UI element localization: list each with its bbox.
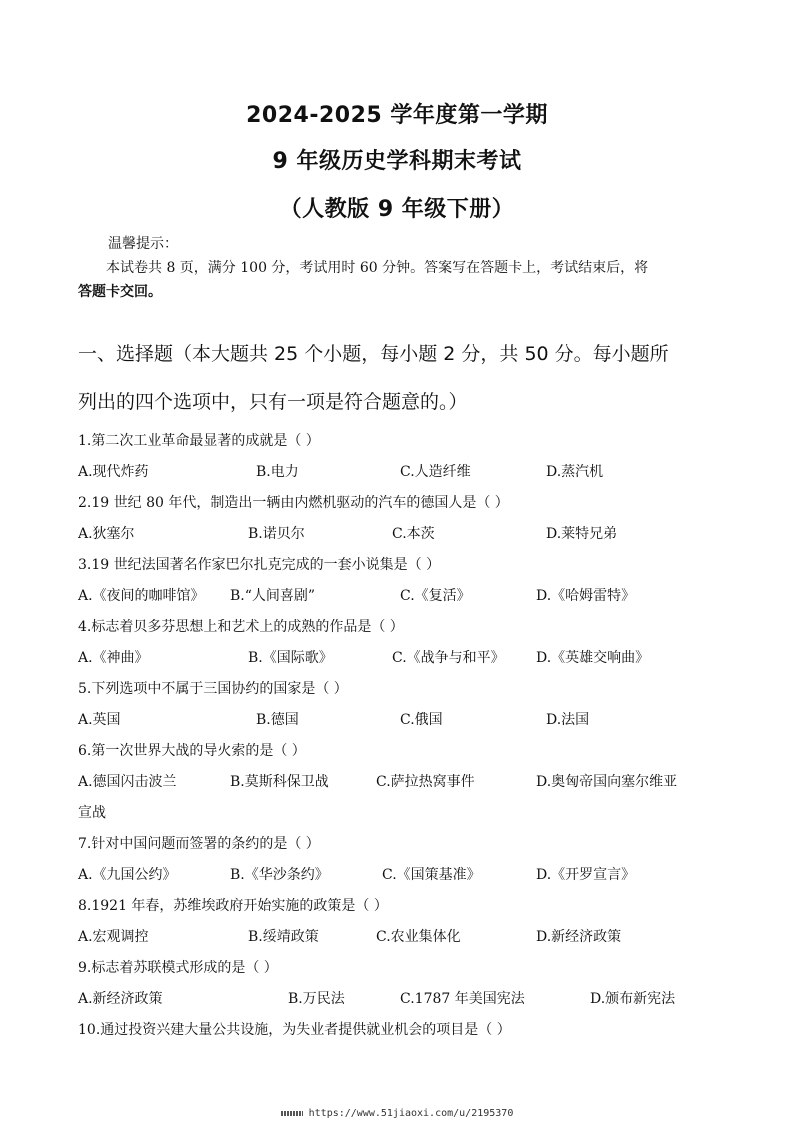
option-b: B.《华沙条约》 — [230, 867, 329, 883]
option-d: D.法国 — [546, 712, 590, 728]
option-c: C.《国策基准》 — [382, 867, 481, 883]
option-d: D.《开罗宣言》 — [536, 867, 636, 883]
option-d: D.《哈姆雷特》 — [536, 588, 636, 604]
question-stem: 6.第一次世界大战的导火索的是（ ） — [78, 743, 306, 759]
question-stem: 9.标志着苏联模式形成的是（ ） — [78, 960, 278, 976]
option-continuation: 宣战 — [78, 805, 106, 821]
option-a: A.英国 — [78, 712, 121, 728]
option-a: A.新经济政策 — [78, 991, 163, 1007]
option-b: B.诺贝尔 — [248, 526, 305, 542]
question-stem: 7.针对中国问题而签署的条约的是（ ） — [78, 836, 320, 852]
notice-text: 本试卷共 8 页，满分 100 分，考试用时 60 分钟。答案写在答题卡上，考试结束后，将 — [106, 260, 649, 276]
section-heading-line2: 列出的四个选项中，只有一项是符合题意的。） — [78, 391, 468, 413]
question-stem: 4.标志着贝多芬思想上和艺术上的成熟的作品是（ ） — [78, 619, 404, 635]
option-a: A.《九国公约》 — [78, 867, 177, 883]
option-b: B.万民法 — [288, 991, 345, 1007]
question-stem: 1.第二次工业革命最显著的成就是（ ） — [78, 433, 320, 449]
question-stem: 10.通过投资兴建大量公共设施，为失业者提供就业机会的项目是（ ） — [78, 1022, 511, 1038]
option-a: A.德国闪击波兰 — [78, 774, 177, 790]
question-stem: 8.1921 年春，苏维埃政府开始实施的政策是（ ） — [78, 898, 388, 914]
option-b: B.绥靖政策 — [248, 929, 319, 945]
option-b: B.《国际歌》 — [248, 650, 333, 666]
option-c: C.萨拉热窝事件 — [376, 774, 475, 790]
footer-url[interactable]: https://www.51jiaoxi.com/u/2195370 — [308, 1108, 514, 1119]
notice-body — [78, 256, 718, 304]
footer-watermark — [0, 1108, 794, 1119]
option-c: C.本茨 — [392, 526, 435, 542]
option-a: A.狄塞尔 — [78, 526, 135, 542]
option-b: B.“人间喜剧” — [230, 588, 316, 604]
option-c: C.1787 年美国宪法 — [400, 991, 525, 1007]
option-d: D.蒸汽机 — [546, 464, 604, 480]
exam-edition: （人教版 9 年级下册） — [279, 197, 515, 222]
option-a: A.现代炸药 — [78, 464, 149, 480]
option-d: D.新经济政策 — [536, 929, 622, 945]
option-b: B.电力 — [256, 464, 299, 480]
question-stem: 2.19 世纪 80 年代，制造出一辆由内燃机驱动的汽车的德国人是（ ） — [78, 495, 509, 511]
option-b: B.德国 — [256, 712, 299, 728]
notice-tail: 答题卡交回。 — [78, 284, 162, 300]
option-c: C.俄国 — [400, 712, 443, 728]
option-d: D.颁布新宪法 — [590, 991, 676, 1007]
option-a: A.《神曲》 — [78, 650, 149, 666]
question-stem: 5.下列选项中不属于三国协约的国家是（ ） — [78, 681, 348, 697]
option-d: D.莱特兄弟 — [546, 526, 618, 542]
option-d: D.奥匈帝国向塞尔维亚 — [536, 774, 678, 790]
option-c: C.《复活》 — [400, 588, 471, 604]
option-d: D.《英雄交响曲》 — [536, 650, 650, 666]
option-b: B.莫斯科保卫战 — [230, 774, 329, 790]
question-stem: 3.19 世纪法国著名作家巴尔扎克完成的一套小说集是（ ） — [78, 557, 441, 573]
watermark-logo-icon — [281, 1111, 303, 1116]
option-c: C.人造纤维 — [400, 464, 471, 480]
option-c: C.《战争与和平》 — [392, 650, 505, 666]
notice-heading: 温馨提示： — [108, 236, 178, 252]
section-heading-line1: 一、选择题（本大题共 25 个小题，每小题 2 分，共 50 分。每小题所 — [78, 343, 669, 365]
exam-title: 9 年级历史学科期末考试 — [272, 149, 522, 174]
exam-year-term: 2024-2025 学年度第一学期 — [246, 103, 548, 128]
section-heading — [78, 330, 728, 426]
option-a: A.宏观调控 — [78, 929, 149, 945]
option-a: A.《夜间的咖啡馆》 — [78, 588, 205, 604]
option-c: C.农业集体化 — [376, 929, 461, 945]
